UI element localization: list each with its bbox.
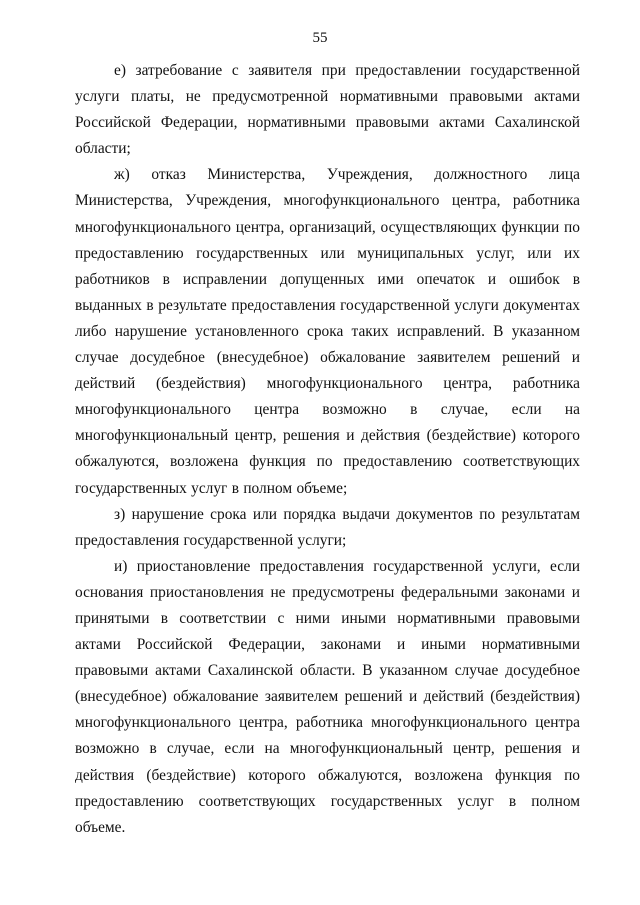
document-body bbox=[75, 58, 580, 841]
paragraph-zh: ж) отказ Министерства, Учреждения, должностного лица Министерства, Учреждения, многофункционального центра, работника многофункционального центра, организаций, осуществляющих функции по предоставлению государственных или муниципальных услуг, или их работников в исправлении допущенных ими опечаток и ошибок в выданных в результате предоставления государственной услуги документах либо нарушение установленного срока таких исправлений. В указанном случае досудебное (внесудебное) обжалование заявителем решений и действий (бездействия) многофункционального центра, работника многофункционального центра возможно в случае, если на многофункциональный центр, решения и действия (бездействие) которого обжалуются, возложена функция по предоставлению соответствующих государственных услуг в полном объеме; bbox=[75, 166, 580, 497]
paragraph-e: е) затребование с заявителя при предоставлении государственной услуги платы, не предусмотренной нормативными правовыми актами Российской Федерации, нормативными правовыми актами Сахалинской области; bbox=[75, 62, 580, 158]
page-number: 55 bbox=[312, 30, 328, 46]
paragraph-i: и) приостановление предоставления государственной услуги, если основания приостановления не предусмотрены федеральными законами и принятыми в соответствии с ними иными нормативными правовыми актами Российской Федерации, законами и иными нормативными правовыми актами Сахалинской области. В указанном случае досудебное (внесудебное) обжалование заявителем решений и действий (бездействия) многофункционального центра, работника многофункционального центра возможно в случае, если на многофункциональный центр, решения и действия (бездействие) которого обжалуются, возложена функция по предоставлению соответствующих государственных услуг в полном объеме. bbox=[75, 557, 580, 836]
paragraph-z: з) нарушение срока или порядка выдачи документов по результатам предоставления государственной услуги; bbox=[75, 505, 580, 549]
